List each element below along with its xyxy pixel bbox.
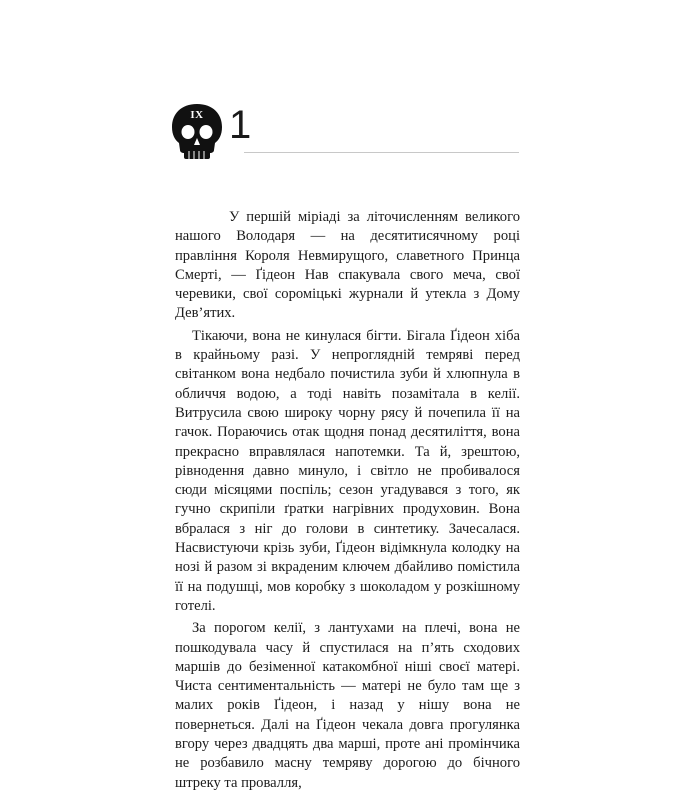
paragraph: За порогом келії, з лантухами на плечі, вона не пошкодувала часу й спустилася на п’ять сходових маршів до безіменної катакомбної ніші своєї матері. Чиста сентиментальність — матері не було там ще з малих років Ґідеон, і назад у нішу вона не повернеться. Далі на Ґідеон чекала довга прогулянка вгору через двадцять два марші, проте ані промінчика не розбавило масну темряву дорогою до бічного штреку та провалля,: [175, 620, 520, 791]
chapter-body: [175, 208, 520, 793]
chapter-emblem: [170, 103, 224, 161]
paragraph: Тікаючи, вона не кинулася бігти. Бігала Ґідеон хіба в крайньому разі. У непроглядній темряві перед світанком вона недбало почистила зуби й хлюпнула в обличчя водою, а тоді навіть позамітала в келії. Витрусила свою широку чорну рясу й почепила її на гачок. Пораючись отак щодня понад десятиліття, вона прекрасно вправлялася напотемки. Та й, зрештою, рівнодення давно минуло, і світло не пробивалося сюди місяцями поспіль; сезон угадувався з того, як гучно скрипіли ґратки нагрівних продуховин. Вона вбралася з ніг до голови в синтетику. Зачесалася. Насвистуючи крізь зуби, Ґідеон відімкнула колодку на нозі й разом зі вкраденим ключем дбайливо помістила її на подушці, мов коробку з шоколадом у розкішному готелі.: [175, 327, 520, 614]
chapter-numeral: IX: [190, 109, 204, 121]
paragraph: У першій міріаді за літочисленням великого нашого Володаря — на десятитисячному році правління Короля Невмирущого, славетного Принца Смерті, — Ґідеон Нав спакувала свого меча, свої черевики, свої сороміцькі журнали й утекла з Дому Дев’ятих.: [175, 209, 520, 322]
chapter-divider: [244, 152, 519, 153]
chapter-number: 1: [229, 103, 252, 147]
